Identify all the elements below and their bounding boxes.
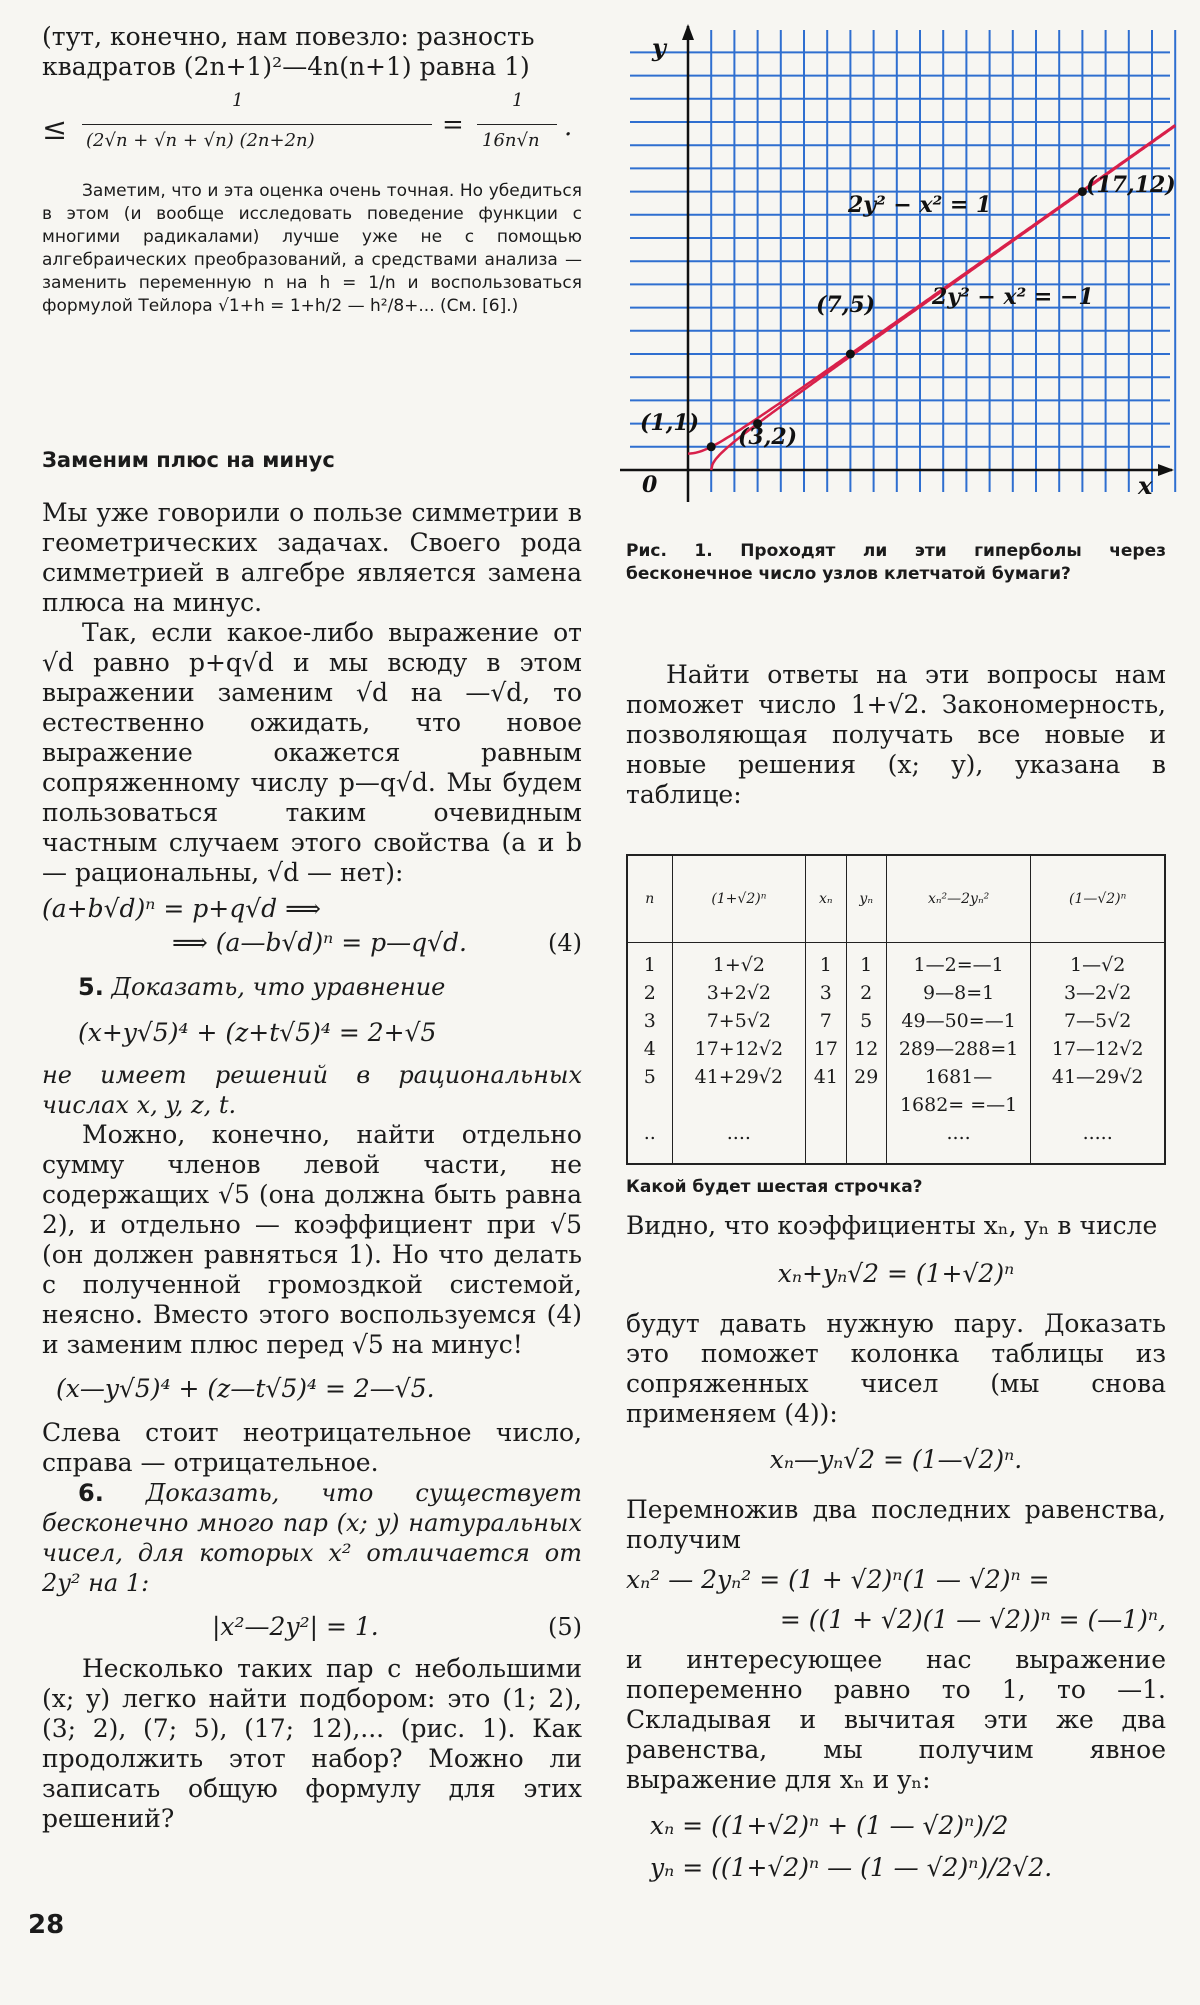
table-caption: Какой будет шестая строчка? bbox=[626, 1177, 923, 1197]
table-header-row bbox=[627, 855, 1165, 943]
formula-difference: xₙ—yₙ√2 = (1—√2)ⁿ. bbox=[769, 1445, 1023, 1474]
ineq-eq: = bbox=[442, 110, 464, 140]
label-y-axis: y bbox=[652, 33, 666, 62]
table-row bbox=[627, 1119, 1165, 1164]
sequence-table bbox=[626, 854, 1166, 1165]
formula-5: |x²—2y²| = 1. bbox=[212, 1612, 379, 1641]
table-cell-y: 12 bbox=[846, 1035, 886, 1063]
formula-5-row bbox=[42, 1606, 582, 1650]
left-column bbox=[42, 22, 582, 1834]
problem-5-text: Доказать, что уравнение bbox=[111, 973, 446, 1001]
table-cell-x: 7 bbox=[806, 1007, 846, 1035]
table-cell-power-minus: 17—12√2 bbox=[1031, 1035, 1165, 1063]
table-cell-y: 29 bbox=[846, 1063, 886, 1119]
para-conjugate: Так, если какое-либо выражение от √d равно p+q√d и мы всюду в этом выражении заменим √d на —√d, то естественно ожидать, что новое выражение окажется равным сопряженному числу p—q√d. Мы будем пользоваться таким очевидным частным случаем этого свойства (a и b — рациональны, √d — нет): bbox=[42, 618, 582, 887]
formula-yn: yₙ = ((1+√2)ⁿ — (1 — √2)ⁿ)/2√2. bbox=[650, 1853, 1053, 1882]
para-symmetry: Мы уже говорили о пользе симметрии в геометрических задачах. Своего рода симметрией в алгебре является замена плюса на минус. bbox=[42, 498, 582, 617]
table-cell-n: 1 bbox=[627, 943, 672, 980]
ineq-num-2: 1 bbox=[512, 90, 524, 111]
table-cell-x: 41 bbox=[806, 1063, 846, 1119]
table-cell-power-minus: 7—5√2 bbox=[1031, 1007, 1165, 1035]
problem-6-text: Доказать, что существует бесконечно много пар (x; y) натуральных чисел, для которых x² отличается от 2y² на 1: bbox=[42, 1479, 582, 1597]
fraction-bar-1 bbox=[82, 124, 432, 125]
table-cell-power-plus: 1+√2 bbox=[672, 943, 806, 980]
intro-line-2: квадратов (2n+1)²—4n(n+1) равна 1) bbox=[42, 52, 530, 81]
table-header-x: xₙ bbox=[806, 855, 846, 943]
table-cell-y: 1 bbox=[846, 943, 886, 980]
fraction-bar-2 bbox=[477, 124, 557, 125]
table-header-diff: xₙ²—2yₙ² bbox=[886, 855, 1030, 943]
table-header-power-plus: (1+√2)ⁿ bbox=[672, 855, 806, 943]
table-cell-n: 3 bbox=[627, 1007, 672, 1035]
para-system: Можно, конечно, найти отдельно сумму членов левой части, не содержащих √5 (она должна быть равна 2), и отдельно — коэффициент при √5 (он должен равняться 1). Но что делать с полученной громоздкой системой, неясно. Вместо этого воспользуемся (4) и заменим плюс перед √5 на минус! bbox=[42, 1120, 582, 1359]
para-pairs: Несколько таких пар с небольшими (x; y) легко найти подбором: это (1; 2), (3; 2), (7; 5), (17; 12),... (рис. 1). Как продолжить этот набор? Можно ли записать общую формулу для этих решений? bbox=[42, 1654, 582, 1833]
lattice-point bbox=[707, 442, 716, 451]
table-cell-x: 17 bbox=[806, 1035, 846, 1063]
table-header-y: yₙ bbox=[846, 855, 886, 943]
table-cell-power-minus: 41—29√2 bbox=[1031, 1063, 1165, 1119]
formula-4-line-1: (a+b√d)ⁿ = p+q√d ⟹ bbox=[42, 894, 321, 923]
para-coefficients: Видно, что коэффициенты xₙ, yₙ в числе bbox=[626, 1211, 1158, 1240]
table-cell-n: 5 bbox=[627, 1063, 672, 1119]
table-cell-diff: .... bbox=[886, 1119, 1030, 1164]
table-cell-power-plus: 41+29√2 bbox=[672, 1063, 806, 1119]
page-number: 28 bbox=[28, 1910, 65, 1940]
table-cell-diff: 49—50=—1 bbox=[886, 1007, 1030, 1035]
para-sign: Слева стоит неотрицательное число, справа — отрицательное. bbox=[42, 1418, 582, 1477]
formula-5-number: (5) bbox=[548, 1613, 582, 1641]
table-row bbox=[627, 979, 1165, 1007]
problem-5-tail: не имеет решений в рациональных числах x, y, z, t. bbox=[42, 1061, 582, 1119]
table-cell-diff: 1—2=—1 bbox=[886, 943, 1030, 980]
table-cell-x bbox=[806, 1119, 846, 1164]
intro-line-1: (тут, конечно, нам повезло: разность bbox=[42, 22, 535, 51]
table-cell-y: 5 bbox=[846, 1007, 886, 1035]
problem-5-formula-2: (x—y√5)⁴ + (z—t√5)⁴ = 2—√5. bbox=[56, 1374, 435, 1403]
table-cell-power-minus: ..... bbox=[1031, 1119, 1165, 1164]
table-cell-power-plus: .... bbox=[672, 1119, 806, 1164]
formula-sum: xₙ+yₙ√2 = (1+√2)ⁿ bbox=[777, 1259, 1015, 1288]
para-alternating: и интересующее нас выражение попеременно равно то 1, то —1. Складывая и вычитая эти же два равенства, мы получим явное выражение для xₙ и yₙ: bbox=[626, 1645, 1166, 1794]
ineq-den-2: 16n√n bbox=[482, 130, 540, 151]
problem-5-formula: (x+y√5)⁴ + (z+t√5)⁴ = 2+√5 bbox=[78, 1018, 437, 1047]
problem-6-number: 6. bbox=[78, 1479, 104, 1507]
table-row bbox=[627, 1007, 1165, 1035]
table-cell-power-plus: 7+5√2 bbox=[672, 1007, 806, 1035]
table-cell-n: 4 bbox=[627, 1035, 672, 1063]
note-text: Заметим, что и эта оценка очень точная. Но убедиться в этом (и вообще исследовать поведение функции с многими радикалами) лучше уже не с помощью алгебраических преобразований, а средствами анализа — заменить переменную n на h = 1/n и воспользоваться формулой Тейлора √1+h = 1+h/2 — h²/8+... (См. [6].) bbox=[42, 181, 582, 316]
label-point-3-2: (3,2) bbox=[738, 424, 798, 450]
figure-1 bbox=[620, 22, 1180, 502]
table-cell-x: 1 bbox=[806, 943, 846, 980]
ineq-end: . bbox=[564, 112, 573, 142]
table-cell-n: 2 bbox=[627, 979, 672, 1007]
table-cell-diff: 1681—1682= =—1 bbox=[886, 1063, 1030, 1119]
problem-6-statement bbox=[42, 1478, 582, 1598]
label-point-7-5: (7,5) bbox=[816, 292, 876, 318]
table-row bbox=[627, 943, 1165, 980]
table-header-n: n bbox=[627, 855, 672, 943]
figure-caption: Рис. 1. Проходят ли эти гиперболы через бесконечное число узлов клетчатой бумаги? bbox=[626, 541, 1166, 584]
table-header-power-minus: (1—√2)ⁿ bbox=[1031, 855, 1165, 943]
problem-5-number: 5. bbox=[78, 973, 104, 1001]
ineq-den-1: (2√n + √n + √n) (2n+2n) bbox=[86, 130, 315, 151]
formula-4-line-2: ⟹ (a—b√d)ⁿ = p—q√d. bbox=[172, 928, 467, 957]
label-origin: 0 bbox=[642, 472, 658, 498]
label-x-axis: x bbox=[1138, 471, 1153, 500]
problem-5-statement bbox=[42, 972, 582, 1002]
table-row bbox=[627, 1035, 1165, 1063]
para-one-plus-root2: Найти ответы на эти вопросы нам поможет число 1+√2. Закономерность, позволяющая получать все новые и новые решения (x; y), указана в таблице: bbox=[626, 660, 1166, 809]
lattice-point bbox=[846, 350, 855, 359]
table-cell-y: 2 bbox=[846, 979, 886, 1007]
table-cell-diff: 9—8=1 bbox=[886, 979, 1030, 1007]
table-cell-x: 3 bbox=[806, 979, 846, 1007]
label-hyperbola-minus-one: 2y² − x² = −1 bbox=[932, 284, 1094, 310]
formula-product-line-2: = ((1 + √2)(1 — √2))ⁿ = (—1)ⁿ, bbox=[779, 1605, 1166, 1634]
formula-4-line-2-row bbox=[42, 926, 582, 960]
table-cell-power-minus: 1—√2 bbox=[1031, 943, 1165, 980]
ineq-lhs: ≤ bbox=[42, 112, 68, 147]
formula-4-number: (4) bbox=[548, 929, 582, 957]
label-point-1-1: (1,1) bbox=[640, 410, 700, 436]
label-hyperbola-plus-one: 2y² − x² = 1 bbox=[848, 192, 992, 218]
label-point-17-12: (17,12) bbox=[1086, 172, 1176, 198]
ineq-num-1: 1 bbox=[232, 90, 244, 111]
para-conjugates: будут давать нужную пару. Доказать это поможет колонка таблицы из сопряженных чисел (мы снова применяем (4)): bbox=[626, 1309, 1166, 1428]
hyperbola-grid-plot bbox=[620, 22, 1180, 502]
table-body bbox=[627, 943, 1165, 1165]
formula-product-line-1: xₙ² — 2yₙ² = (1 + √2)ⁿ(1 — √2)ⁿ = bbox=[626, 1565, 1050, 1594]
inequality bbox=[42, 90, 582, 170]
table-cell-power-plus: 17+12√2 bbox=[672, 1035, 806, 1063]
section-title: Заменим плюс на минус bbox=[42, 448, 335, 472]
formula-xn: xₙ = ((1+√2)ⁿ + (1 — √2)ⁿ)/2 bbox=[650, 1811, 1009, 1840]
para-multiply: Перемножив два последних равенства, получим bbox=[626, 1495, 1166, 1554]
table-cell-n: .. bbox=[627, 1119, 672, 1164]
right-column bbox=[626, 660, 1166, 1885]
table-cell-power-plus: 3+2√2 bbox=[672, 979, 806, 1007]
table-cell-diff: 289—288=1 bbox=[886, 1035, 1030, 1063]
table-cell-power-minus: 3—2√2 bbox=[1031, 979, 1165, 1007]
table-cell-y bbox=[846, 1119, 886, 1164]
table-row bbox=[627, 1063, 1165, 1119]
